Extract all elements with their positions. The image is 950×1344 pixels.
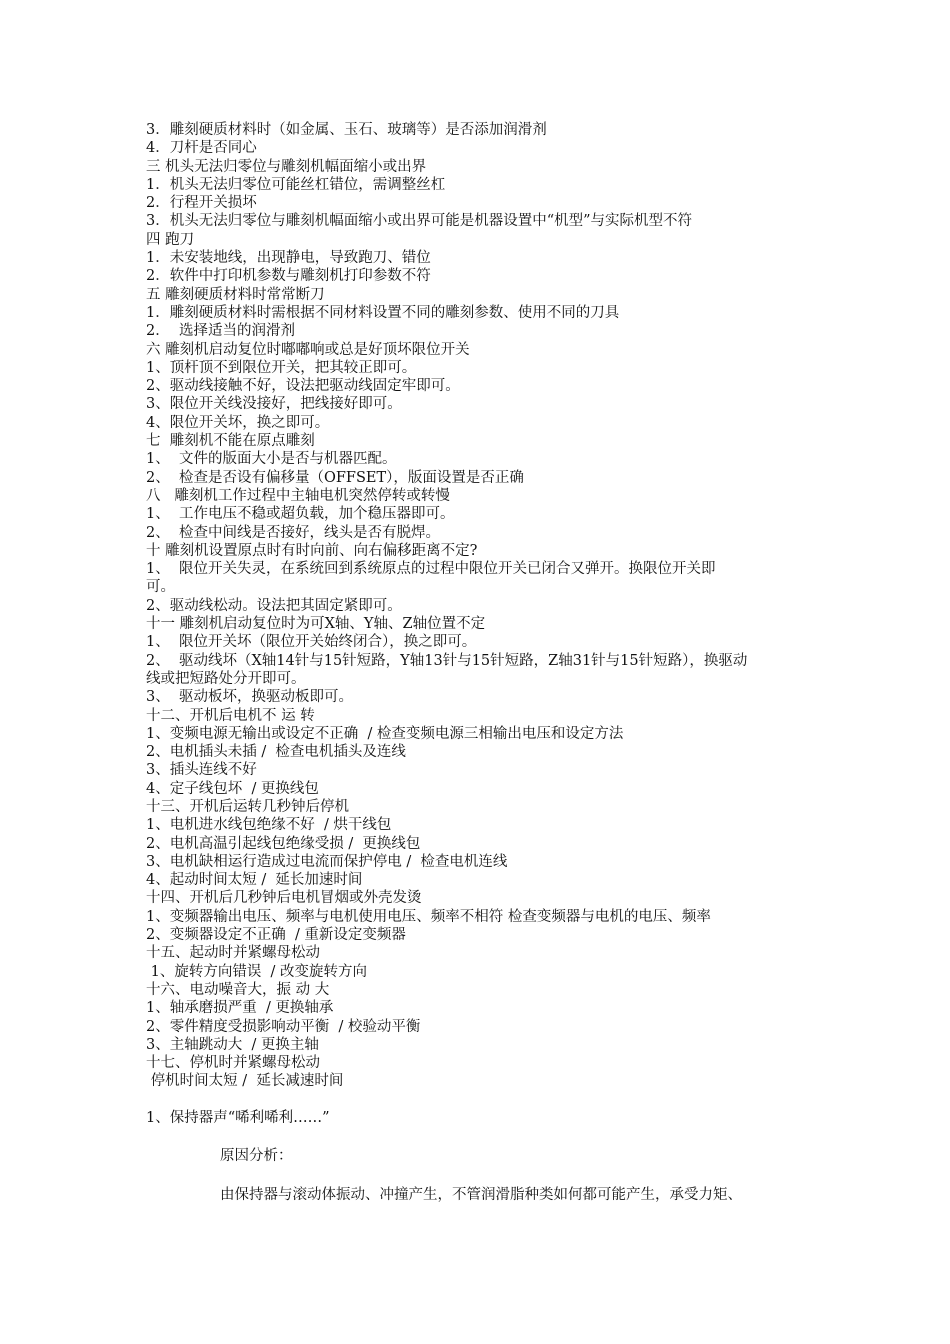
text-line: 3．机头无法归零位与雕刻机幅面缩小或出界可能是机器设置中“机型”与实际机型不符 (146, 213, 693, 230)
text-line: 1、顶杆顶不到限位开关，把其较正即可。 (146, 359, 417, 376)
text-line: 2、电机高温引起线包绝缘受损 / 更换线包 (146, 835, 421, 852)
text-line: 2、 检查中间线是否接好，线头是否有脱焊。 (146, 524, 440, 541)
text-line: 八 雕刻机工作过程中主轴电机突然停转或转慢 (146, 487, 450, 504)
text-line: 十二、开机后电机不 运 转 (146, 707, 315, 724)
text-line: 可。 (146, 579, 175, 596)
text-line: 2．软件中打印机参数与雕刻机打印参数不符 (146, 268, 431, 285)
document-body (146, 121, 846, 1091)
text-line: 2． 选择适当的润滑剂 (146, 323, 295, 340)
text-line: 十五、起动时并紧螺母松动 (146, 945, 320, 962)
text-line: 1、轴承磨损严重 / 更换轴承 (146, 1000, 334, 1017)
text-line: 2、变频器设定不正确 / 重新设定变频器 (146, 927, 406, 944)
text-line: 四 跑刀 (146, 231, 195, 248)
text-line: 1．雕刻硬质材料时需根据不同材料设置不同的雕刻参数、使用不同的刀具 (146, 304, 620, 321)
text-line: 十 雕刻机设置原点时有时向前、向右偏移距离不定? (146, 542, 478, 559)
text-line: 五 雕刻硬质材料时常常断刀 (146, 286, 325, 303)
text-line: 十四、开机后几秒钟后电机冒烟或外壳发烫 (146, 890, 422, 907)
text-line: 1、变频电源无输出或设定不正确 / 检查变频电源三相输出电压和设定方法 (146, 725, 624, 742)
text-line: 2、 驱动线坏（X轴14针与15针短路，Y轴13针与15针短路，Z轴31针与15针短路），换驱动 (146, 652, 748, 669)
text-line: 1、 限位开关坏（限位开关始终闭合），换之即可。 (146, 634, 477, 651)
text-line: 十三、开机后运转几秒钟后停机 (146, 798, 349, 815)
text-line: 4、限位开关坏，换之即可。 (146, 414, 330, 431)
text-line: 2、 检查是否设有偏移量（OFFSET），版面设置是否正确 (146, 469, 524, 486)
text-line: 4、定子线包坏 / 更换线包 (146, 780, 319, 797)
text-line: 1、变频器输出电压、频率与电机使用电压、频率不相符 检查变频器与电机的电压、频率 (146, 908, 711, 925)
text-line: 1、 工作电压不稳或超负载，加个稳压器即可。 (146, 506, 455, 523)
text-line: 1．未安装地线，出现静电，导致跑刀、错位 (146, 250, 431, 267)
text-line: 1、电机进水线包绝缘不好 / 烘干线包 (146, 817, 392, 834)
text-line: 2．行程开关损坏 (146, 195, 257, 212)
text-line: 4、起动时间太短 / 延长加速时间 (146, 872, 363, 889)
text-line: 3、电机缺相运行造成过电流而保护停电 / 检查电机连线 (146, 853, 508, 870)
text-line: 停机时间太短 / 延长减速时间 (146, 1073, 344, 1090)
text-line: 3、主轴跳动大 / 更换主轴 (146, 1036, 319, 1053)
analysis-label: 原因分析： (220, 1148, 293, 1164)
text-line: 十六、电动噪音大，振 动 大 (146, 981, 330, 998)
text-line: 十一 雕刻机启动复位时为可X轴、Y轴、Z轴位置不定 (146, 616, 486, 633)
text-line: 2、驱动线接触不好，设法把驱动线固定牢即可。 (146, 378, 460, 395)
text-line: 3、插头连线不好 (146, 762, 257, 779)
text-line: 3、 驱动板坏，换驱动板即可。 (146, 689, 353, 706)
text-line: 2、驱动线松动。设法把其固定紧即可。 (146, 597, 402, 614)
text-line: 2、零件精度受损影响动平衡 / 校验动平衡 (146, 1018, 421, 1035)
text-line: 1、 文件的版面大小是否与机器匹配。 (146, 451, 397, 468)
tail-item: 1、保持器声“唏利唏利……” (146, 1110, 330, 1126)
text-line: 线或把短路处分开即可。 (146, 670, 306, 687)
text-line: 六 雕刻机启动复位时嘟嘟响或总是好顶坏限位开关 (146, 341, 470, 358)
text-line: 4．刀杆是否同心 (146, 140, 257, 157)
text-line: 1．机头无法归零位可能丝杠错位，需调整丝杠 (146, 176, 446, 193)
text-line: 1、 限位开关失灵，在系统回到系统原点的过程中限位开关已闭合又弹开。换限位开关即 (146, 561, 716, 578)
text-line: 2、电机插头未插 / 检查电机插头及连线 (146, 744, 406, 761)
text-line: 1、旋转方向错误 / 改变旋转方向 (146, 963, 368, 980)
text-line: 三 机头无法归零位与雕刻机幅面缩小或出界 (146, 158, 427, 175)
text-line: 七 雕刻机不能在原点雕刻 (146, 433, 315, 450)
analysis-text: 由保持器与滚动体振动、冲撞产生，不管润滑脂种类如何都可能产生，承受力矩、 (220, 1187, 742, 1203)
text-line: 十七、停机时并紧螺母松动 (146, 1055, 320, 1072)
text-line: 3．雕刻硬质材料时（如金属、玉石、玻璃等）是否添加润滑剂 (146, 122, 547, 138)
text-line: 3、限位开关线没接好，把线接好即可。 (146, 396, 402, 413)
